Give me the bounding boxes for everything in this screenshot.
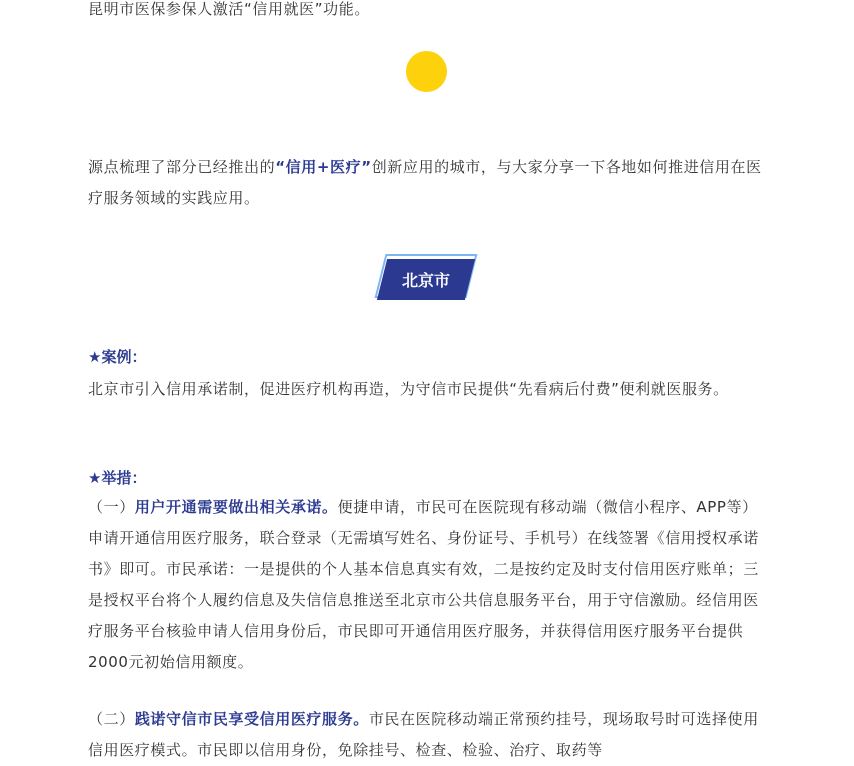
lead-highlight: “信用+医疗” bbox=[275, 158, 372, 176]
measures-heading: ★举措： bbox=[88, 469, 147, 487]
measure-2-paragraph bbox=[88, 704, 768, 766]
lead-after: 创新应用的城市，与大家分享一下各地如何推进信用在医疗服务领域的实践应用。 bbox=[88, 158, 762, 207]
case-heading: ★案例： bbox=[88, 348, 147, 366]
measure-1-title: 用户开通需要做出相关承诺。 bbox=[134, 498, 338, 516]
measure-1-body: 便捷申请，市民可在医院现有移动端（微信小程序、APP等）申请开通信用医疗服务，联合登录（无需填写姓名、身份证号、手机号）在线签署《信用授权承诺书》即可。市民承诺：一是提供的个人基本信息真实有效，二是按约定及时支付信用医疗账单；三是授权平台将个人履约信息及失信信息推送至北京市公共信息服务平台，用于守信激励。经信用医疗服务平台核验申请人信用身份后，市民即可开通信用医疗服务，并获得信用医疗服务平台提供2000元初始信用额度。 bbox=[88, 498, 759, 671]
case-text: 北京市引入信用承诺制，促进医疗机构再造，为守信市民提供“先看病后付费”便利就医服务。 bbox=[88, 380, 729, 398]
lead-paragraph bbox=[88, 152, 768, 214]
lead-before: 源点梳理了部分已经推出的 bbox=[88, 158, 276, 176]
measure-2-title: 践诺守信市民享受信用医疗服务。 bbox=[134, 710, 369, 728]
measure-2-number: （二） bbox=[88, 710, 135, 728]
intro-tail-text: 昆明市医保参保人激活“信用就医”功能。 bbox=[88, 0, 370, 18]
city-badge-fill bbox=[377, 259, 475, 300]
measure-2-body: 市民在医院移动端正常预约挂号，现场取号时可选择使用信用医疗模式。市民即以信用身份，免除挂号、检查、检验、治疗、取药等 bbox=[88, 710, 759, 759]
city-badge-label: 北京市 bbox=[401, 271, 450, 290]
measure-1-number: （一） bbox=[88, 498, 135, 516]
section-divider-dot bbox=[406, 51, 447, 92]
measure-1-paragraph bbox=[88, 492, 768, 678]
city-badge bbox=[372, 252, 484, 304]
